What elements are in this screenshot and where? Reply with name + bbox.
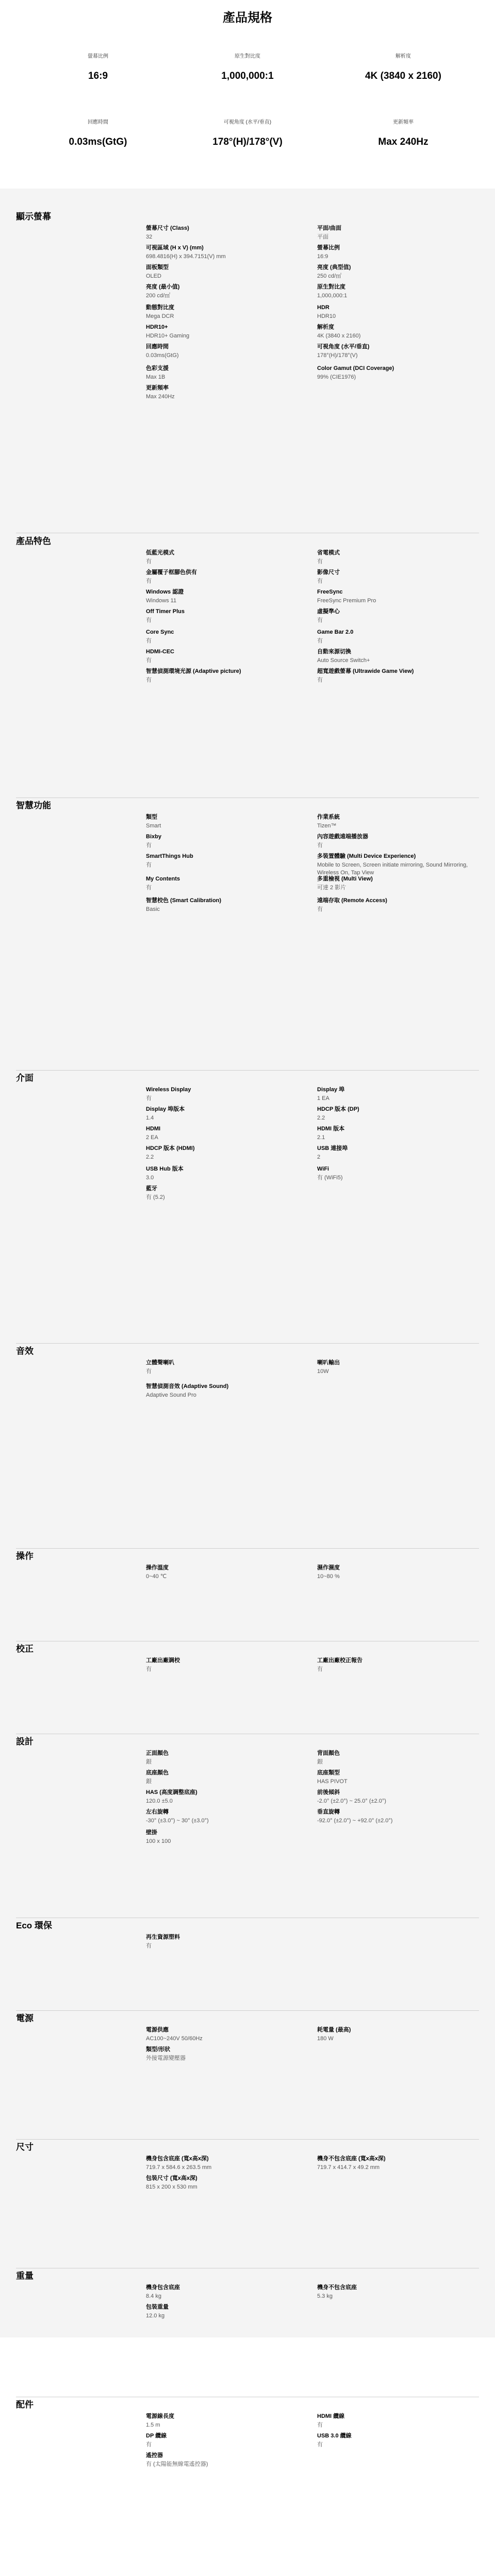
spec-value: FreeSync Premium Pro	[317, 598, 376, 604]
spec-label: 前後傾斜	[317, 1789, 340, 1795]
spec-section	[16, 534, 479, 798]
spec-value: 有	[146, 578, 152, 584]
section-title: 智慧功能	[16, 801, 51, 810]
spec-section	[16, 2140, 479, 2268]
spec-value: 3.0	[146, 1175, 154, 1181]
spec-label: HDMI 版本	[317, 1126, 345, 1132]
key-spec	[326, 52, 481, 82]
spec-value: 外接電源變壓器	[146, 2055, 186, 2061]
spec-item	[146, 1657, 301, 1673]
spec-item	[317, 365, 472, 381]
spec-value: 8.4 kg	[146, 2293, 161, 2299]
spec-item	[317, 833, 472, 850]
spec-label: 回應時間	[146, 344, 169, 350]
spec-item	[146, 1789, 301, 1805]
spec-value: 有	[146, 885, 152, 891]
spec-label: 操作溫度	[146, 1565, 169, 1571]
spec-value: 2	[317, 1154, 321, 1160]
spec-label: 多重檢視 (Multi View)	[317, 876, 373, 882]
spec-value: 1.4	[146, 1115, 154, 1121]
section-title: 音效	[16, 1346, 34, 1356]
key-spec	[170, 52, 325, 82]
spec-item	[317, 2026, 472, 2043]
spec-value: 719.7 x 584.6 x 263.5 mm	[146, 2164, 212, 2171]
spec-item	[146, 244, 301, 261]
spec-label: Off Timer Plus	[146, 608, 185, 615]
spec-value: 有	[146, 657, 152, 664]
spec-item	[146, 1383, 301, 1399]
spec-label: 平面/曲面	[317, 225, 342, 231]
spec-label: 智慧校色 (Smart Calibration)	[146, 897, 222, 904]
spec-label: 多裝置體驗 (Multi Device Experience)	[317, 853, 416, 859]
spec-value: 有	[146, 1943, 152, 1949]
spec-value: 1.5 m	[146, 2422, 160, 2428]
spec-label: DP 纜線	[146, 2433, 167, 2439]
spec-item	[317, 1789, 472, 1805]
spec-value: Auto Source Switch+	[317, 657, 370, 664]
spec-item	[146, 1564, 301, 1581]
spec-section	[16, 2397, 479, 2576]
spec-label: 機身不包含底座 (寬x高x深)	[317, 2156, 386, 2162]
spec-value: 815 x 200 x 530 mm	[146, 2184, 197, 2190]
key-spec-value: Max 240Hz	[378, 137, 428, 147]
spec-item	[146, 365, 301, 381]
spec-item	[317, 283, 472, 300]
spec-value: 250 cd/㎡	[317, 273, 342, 279]
spec-section	[16, 1641, 479, 1734]
spec-section	[16, 1918, 479, 2011]
spec-label: 電源線長度	[146, 2413, 174, 2419]
section-title: 顯示螢幕	[16, 212, 51, 222]
spec-value: AC100~240V 50/60Hz	[146, 2036, 203, 2042]
spec-item	[317, 264, 472, 280]
spec-label: 立體聲喇叭	[146, 1360, 174, 1366]
spec-section	[16, 798, 479, 1071]
spec-value: 2.2	[146, 1154, 154, 1160]
spec-label: Wireless Display	[146, 1087, 191, 1093]
spec-table	[0, 189, 495, 2467]
spec-label: 類型	[146, 814, 157, 820]
spec-label: HDR10+	[146, 324, 168, 330]
spec-item	[146, 648, 301, 665]
spec-value: 0~40 ℃	[146, 1573, 167, 1580]
spec-label: SmartThings Hub	[146, 853, 193, 859]
spec-label: 包裝尺寸 (寬x高x深)	[146, 2175, 197, 2181]
spec-value: 有	[317, 617, 323, 623]
key-spec	[21, 52, 175, 82]
spec-value: 120.0 ±5.0	[146, 1798, 173, 1804]
spec-label: 螢幕比例	[317, 245, 340, 251]
spec-item	[146, 2046, 301, 2062]
spec-label: 原生對比度	[317, 284, 345, 290]
spec-value: 200 cd/㎡	[146, 293, 171, 299]
spec-item	[146, 343, 301, 360]
key-spec-label: 解析度	[395, 54, 411, 59]
spec-label: HAS (高度調整底座)	[146, 1789, 197, 1795]
spec-value: Tizen™	[317, 823, 337, 829]
spec-item	[146, 1125, 301, 1142]
section-title: Eco 環保	[16, 1921, 52, 1930]
spec-label: 機身包含底座 (寬x高x深)	[146, 2156, 209, 2162]
spec-label: 包裝重量	[146, 2304, 169, 2310]
spec-item	[317, 225, 472, 241]
section-title: 介面	[16, 1073, 34, 1083]
key-spec-value: 16:9	[88, 71, 108, 81]
spec-label: HDCP 版本 (HDMI)	[146, 1145, 195, 1151]
spec-item	[317, 1808, 472, 1825]
spec-label: 面板類型	[146, 264, 169, 270]
spec-item	[146, 2155, 301, 2172]
spec-value: 有	[146, 862, 152, 868]
spec-value: HDR10+ Gaming	[146, 333, 190, 339]
spec-item	[317, 814, 472, 830]
spec-item	[146, 2303, 301, 2320]
spec-item	[317, 2432, 472, 2449]
spec-label: 藍牙	[146, 1185, 157, 1192]
spec-item	[317, 1145, 472, 1161]
spec-item	[317, 304, 472, 320]
spec-label: 底座類型	[317, 1770, 340, 1776]
spec-item	[317, 588, 472, 605]
spec-item	[317, 1106, 472, 1122]
spec-value: 有	[317, 1666, 323, 1672]
spec-label: 喇叭輸出	[317, 1360, 340, 1366]
spec-value: Adaptive Sound Pro	[146, 1392, 196, 1398]
spec-label: 色彩支援	[146, 365, 169, 371]
spec-label: HDCP 版本 (DP)	[317, 1106, 359, 1112]
spec-value: 4K (3840 x 2160)	[317, 333, 361, 339]
key-spec	[21, 117, 175, 148]
spec-item	[317, 1657, 472, 1673]
section-title: 配件	[16, 2400, 34, 2410]
spec-value: 有	[146, 558, 152, 565]
spec-value: 有	[317, 2422, 323, 2428]
spec-section	[16, 2011, 479, 2140]
key-spec	[170, 117, 325, 148]
spec-section	[16, 1071, 479, 1344]
spec-label: 自動來源切換	[317, 649, 351, 655]
spec-value: Max 240Hz	[146, 394, 175, 400]
spec-item	[146, 1106, 301, 1122]
spec-item	[146, 853, 301, 869]
spec-label: 螢幕尺寸 (Class)	[146, 225, 189, 231]
spec-item	[146, 608, 301, 624]
spec-label: Display 埠	[317, 1087, 345, 1093]
spec-value: 有	[317, 558, 323, 565]
section-title: 重量	[16, 2271, 34, 2281]
spec-label: 左右旋轉	[146, 1809, 169, 1815]
spec-value: Basic	[146, 906, 160, 912]
spec-item	[317, 875, 472, 892]
spec-item	[146, 1829, 301, 1845]
spec-value: 16:9	[317, 253, 328, 260]
spec-label: 壁掛	[146, 1829, 157, 1836]
spec-value: 有	[317, 842, 323, 849]
spec-value: 180 W	[317, 2036, 334, 2042]
spec-value: 2.1	[317, 1134, 325, 1141]
spec-item	[317, 2155, 472, 2172]
section-title: 尺寸	[16, 2142, 34, 2152]
spec-value: 有 (5.2)	[146, 1194, 165, 1200]
spec-label: HDMI-CEC	[146, 649, 174, 655]
spec-label: 智慧偵測音效 (Adaptive Sound)	[146, 1383, 229, 1389]
spec-item	[146, 2175, 301, 2191]
spec-item	[317, 1750, 472, 1766]
spec-item	[146, 875, 301, 892]
spec-label: 可視角度 (水平/垂直)	[317, 344, 370, 350]
spec-label: 背面顏色	[317, 1750, 340, 1756]
spec-label: 智慧偵測環境光源 (Adaptive picture)	[146, 668, 241, 674]
spec-section	[16, 1344, 479, 1549]
spec-item	[146, 2432, 301, 2449]
spec-value: 有	[317, 2442, 323, 2448]
spec-item	[146, 225, 301, 241]
spec-value: 銀	[146, 1778, 152, 1785]
spec-label: 內容遊戲遠端播放器	[317, 834, 368, 840]
section-title: 電源	[16, 2013, 34, 2023]
spec-value: -92.0° (±2.0°) ~ +92.0° (±2.0°)	[317, 1818, 393, 1824]
key-spec	[326, 117, 481, 148]
spec-label: Bixby	[146, 834, 161, 840]
spec-item	[146, 283, 301, 300]
spec-item	[317, 2413, 472, 2429]
spec-item	[317, 853, 472, 877]
spec-item	[146, 1359, 301, 1376]
spec-value: Max 1B	[146, 374, 166, 380]
spec-label: 解析度	[317, 324, 334, 330]
spec-item	[317, 1086, 472, 1103]
key-spec-label: 可視角度 (水平/垂直)	[223, 120, 272, 125]
spec-value: Mobile to Screen, Screen initiate mirroring, Sound Mirroring, Wireless On, Tap View	[317, 862, 468, 876]
spec-item	[317, 324, 472, 340]
spec-value: Mega DCR	[146, 313, 174, 319]
spec-value: HDR10	[317, 313, 336, 319]
spec-item	[146, 2452, 301, 2468]
key-spec-value: 178°(H)/178°(V)	[212, 137, 283, 147]
spec-value: Smart	[146, 823, 161, 829]
spec-item	[146, 304, 301, 320]
spec-item	[146, 629, 301, 645]
spec-item	[146, 2026, 301, 2043]
page-title: 產品規格	[223, 11, 272, 25]
hero-header	[0, 0, 495, 189]
spec-value: 0.03ms(GtG)	[146, 352, 179, 359]
spec-label: My Contents	[146, 876, 180, 882]
section-title: 操作	[16, 1551, 34, 1561]
spec-label: 低藍光模式	[146, 550, 174, 556]
spec-label: 遠端存取 (Remote Access)	[317, 897, 387, 904]
spec-value: 1,000,000:1	[317, 293, 348, 299]
spec-label: Core Sync	[146, 629, 174, 635]
spec-label: 類型/形狀	[146, 2046, 171, 2053]
spec-item	[146, 549, 301, 566]
spec-value: 698.4816(H) x 394.7151(V) mm	[146, 253, 226, 260]
spec-section	[16, 2268, 479, 2397]
spec-label: WiFi	[317, 1166, 329, 1172]
section-title: 設計	[16, 1737, 34, 1747]
key-spec-value: 1,000,000:1	[221, 71, 274, 81]
spec-label: 作業系統	[317, 814, 340, 820]
spec-value: 平面	[317, 234, 328, 240]
spec-value: 719.7 x 414.7 x 49.2 mm	[317, 2164, 380, 2171]
spec-value: 2 EA	[146, 1134, 158, 1141]
spec-label: Color Gamut (DCI Coverage)	[317, 365, 394, 371]
spec-item	[146, 1185, 301, 1201]
key-spec-label: 螢幕比例	[88, 54, 108, 59]
spec-label: Display 埠版本	[146, 1106, 185, 1112]
spec-value: 有	[317, 906, 323, 912]
spec-label: USB 連接埠	[317, 1145, 348, 1151]
spec-label: 工廠出廠校正報告	[317, 1657, 362, 1664]
spec-item	[317, 897, 472, 913]
spec-item	[146, 2284, 301, 2300]
spec-value: 10~80 %	[317, 1573, 340, 1580]
spec-value: 有	[317, 638, 323, 644]
spec-value: Windows 11	[146, 598, 177, 604]
spec-label: Windows 認證	[146, 589, 184, 595]
spec-label: 動態對比度	[146, 304, 174, 311]
spec-value: 10W	[317, 1368, 329, 1375]
spec-value: 銀	[317, 1759, 323, 1765]
spec-value: 2.2	[317, 1115, 325, 1121]
spec-value: 有	[146, 638, 152, 644]
spec-item	[146, 1145, 301, 1161]
spec-item	[146, 569, 301, 585]
key-spec-label: 回應時間	[88, 120, 108, 125]
spec-value: 有	[146, 1666, 152, 1672]
spec-value: 99% (CIE1976)	[317, 374, 356, 380]
spec-section	[16, 209, 479, 533]
spec-value: HAS PIVOT	[317, 1778, 348, 1785]
spec-section	[16, 1549, 479, 1641]
spec-label: USB 3.0 纜線	[317, 2433, 352, 2439]
spec-label: 虛擬準心	[317, 608, 340, 615]
spec-value: 178°(H)/178°(V)	[317, 352, 358, 359]
spec-label: 濕作濕度	[317, 1565, 340, 1571]
spec-value: 有	[317, 578, 323, 584]
spec-item	[146, 814, 301, 830]
spec-value: 1 EA	[317, 1095, 329, 1101]
spec-value: 12.0 kg	[146, 2313, 165, 2319]
spec-item	[317, 629, 472, 645]
spec-item	[146, 897, 301, 913]
spec-label: HDR	[317, 304, 329, 311]
spec-label: 機身不包含底座	[317, 2284, 357, 2291]
spec-label: 再生資源塑料	[146, 1934, 180, 1940]
spec-item	[317, 1125, 472, 1142]
spec-item	[146, 264, 301, 280]
spec-item	[317, 1165, 472, 1182]
spec-item	[146, 588, 301, 605]
spec-value: 有	[317, 677, 323, 683]
spec-item	[146, 384, 301, 401]
spec-label: 省電模式	[317, 550, 340, 556]
spec-label: 亮度 (典型值)	[317, 264, 351, 270]
section-title: 產品特色	[16, 536, 51, 546]
spec-item	[146, 1769, 301, 1786]
spec-label: 正面顏色	[146, 1750, 169, 1756]
spec-item	[317, 244, 472, 261]
spec-item	[146, 1808, 301, 1825]
key-spec-label: 原生對比度	[235, 54, 260, 59]
spec-value: OLED	[146, 273, 161, 279]
spec-item	[317, 648, 472, 665]
spec-value: 有	[146, 617, 152, 623]
key-spec-value: 4K (3840 x 2160)	[365, 71, 441, 81]
spec-label: 遙控器	[146, 2452, 163, 2459]
spec-item	[317, 1564, 472, 1581]
spec-item	[146, 1934, 301, 1950]
spec-value: 可達 2 影片	[317, 885, 346, 891]
spec-value: -30° (±3.0°) ~ 30° (±3.0°)	[146, 1818, 209, 1824]
spec-label: FreeSync	[317, 589, 343, 595]
spec-item	[317, 1359, 472, 1376]
spec-value: 100 x 100	[146, 1838, 171, 1844]
spec-label: 更新頻率	[146, 385, 169, 391]
spec-item	[146, 2413, 301, 2429]
spec-label: 底座顏色	[146, 1770, 169, 1776]
spec-value: 32	[146, 234, 153, 240]
spec-label: 可視區域 (H x V) (mm)	[146, 245, 204, 251]
spec-item	[146, 668, 301, 684]
spec-label: 耗電量 (最高)	[317, 2027, 351, 2033]
spec-label: 超寬遊戲螢幕 (Ultrawide Game View)	[317, 668, 414, 674]
spec-label: 亮度 (最小值)	[146, 284, 180, 290]
spec-item	[146, 1750, 301, 1766]
spec-label: Game Bar 2.0	[317, 629, 354, 635]
spec-item	[146, 1086, 301, 1103]
spec-value: 有	[146, 842, 152, 849]
spec-value: 銀	[146, 1759, 152, 1765]
spec-label: 垂直旋轉	[317, 1809, 340, 1815]
spec-label: USB Hub 版本	[146, 1166, 184, 1172]
key-spec-value: 0.03ms(GtG)	[69, 137, 127, 147]
spec-value: -2.0° (±2.0°) ~ 25.0° (±2.0°)	[317, 1798, 386, 1804]
spec-value: 5.3 kg	[317, 2293, 333, 2299]
spec-item	[317, 1769, 472, 1786]
spec-label: 影像尺寸	[317, 569, 340, 575]
spec-label: HDMI 纜線	[317, 2413, 345, 2419]
key-spec-label: 更新頻率	[393, 120, 414, 125]
spec-label: HDMI	[146, 1126, 161, 1132]
spec-item	[146, 324, 301, 340]
spec-item	[317, 2284, 472, 2300]
section-title: 校正	[16, 1644, 34, 1654]
spec-label: 電源供應	[146, 2027, 169, 2033]
spec-value: 有	[146, 2442, 152, 2448]
spec-value: 有 (WiFi5)	[317, 1175, 343, 1181]
spec-value: 有	[146, 1095, 152, 1101]
spec-value: 有 (太陽能無線電遙控器)	[146, 2461, 208, 2467]
spec-value: 有	[146, 677, 152, 683]
spec-item	[317, 668, 472, 684]
spec-item	[317, 608, 472, 624]
spec-label: 機身包含底座	[146, 2284, 180, 2291]
spec-label: 金屬覆子框腳色供有	[146, 569, 197, 575]
spec-item	[317, 343, 472, 360]
spec-value: 有	[146, 1368, 152, 1375]
spec-item	[146, 833, 301, 850]
spec-item	[146, 1165, 301, 1182]
spec-item	[317, 549, 472, 566]
spec-item	[317, 569, 472, 585]
spec-label: 工廠出廠調校	[146, 1657, 180, 1664]
spec-section	[16, 1734, 479, 1918]
